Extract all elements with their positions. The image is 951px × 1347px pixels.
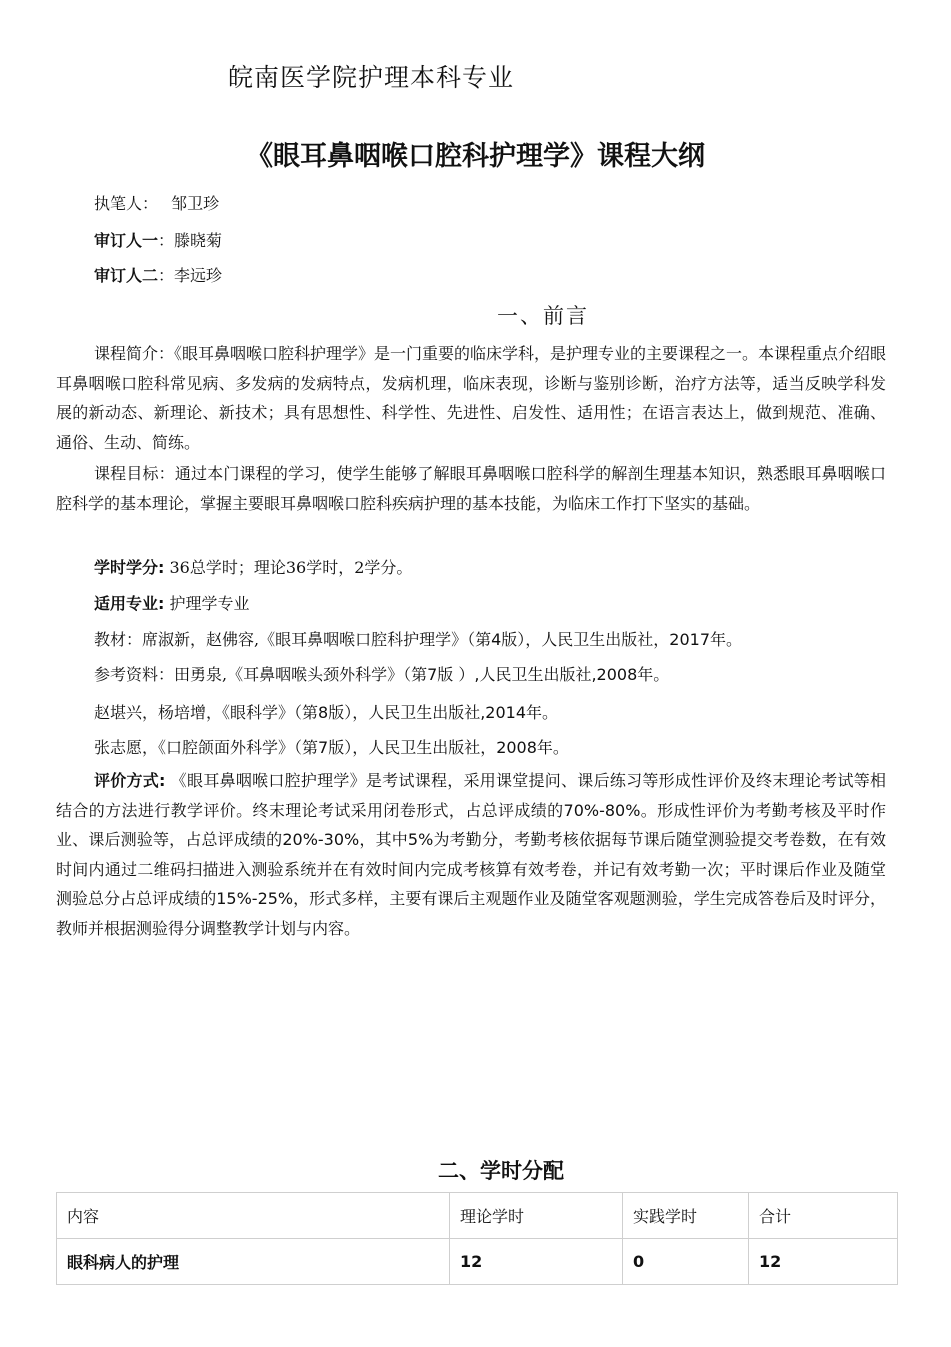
major-line xyxy=(94,591,250,614)
reviewer2-label: 审订人二 xyxy=(94,266,159,285)
reference1-title: 《耳鼻咽喉头颈外科学》（第7版 ）,人民卫生出版社,2008年。 xyxy=(227,665,670,684)
cell-theory-hours: 12 xyxy=(450,1239,623,1285)
cell-total: 12 xyxy=(749,1239,898,1285)
course-goal-paragraph: 课程目标：通过本门课程的学习，使学生能够了解眼耳鼻咽喉口腔科学的解剖生理基本知识，熟悉眼耳鼻咽喉口腔科学的基本理论，掌握主要眼耳鼻咽喉口腔科疾病护理的基本技能，为临床工作打下坚实的基础。 xyxy=(56,464,886,513)
reviewer1-name: ：滕晓菊 xyxy=(158,231,223,250)
header-total: 合计 xyxy=(749,1193,898,1239)
reference2-edition: 第8版），人民卫生出版社,2014年。 xyxy=(302,703,559,722)
reviewer2-name: ：李远珍 xyxy=(158,266,223,285)
evaluation-text-b: 总评成绩的70%-80%。形成性评价为考勤考核及平时作业、课后测验等，占总评成绩的20%-30%，其中5%为考勤分，考勤考核依据每节课后随堂测验提交考卷数，在有效时间内通过二维码扫描进入测验系统并在有效时间内完成考核算有效考卷，并记有效考勤一次；平时课后作业及随堂测验总分占总评成绩的15%-25%，形式多样，主要有课后主观题作业及随堂客观题测验，学生完成答卷后及时评分，教师并根据测验得分调整教学计划与内容。 xyxy=(56,800,886,938)
table-header-row xyxy=(57,1193,898,1239)
reference3-authors: 张志愿，《口腔颌面外科学》（ xyxy=(94,738,303,757)
document-title: 《眼耳鼻咽喉口腔科护理学》课程大纲 xyxy=(246,141,705,172)
reviewer1-label: 审订人一 xyxy=(94,231,159,250)
reference3-line xyxy=(94,735,569,758)
header-practice-hours: 实践学时 xyxy=(623,1193,749,1239)
header-theory-hours: 理论学时 xyxy=(450,1193,623,1239)
course-intro-paragraph: 课程简介：《眼耳鼻咽喉口腔科护理学》是一门重要的临床学科，是护理专业的主要课程之一。本课程重点介绍眼耳鼻咽喉口腔科常见病、多发病的发病特点，发病机理，临床表现，诊断与鉴别诊断，治疗方法等，适当反映学科发展的新动态、新理论、新技术；具有思想性、科学性、先进性、启发性、适用性；在语言表达上，做到规范、准确、通俗、生动、简练。 xyxy=(56,344,887,452)
reference1-authors: 参考资料：田勇泉, xyxy=(94,665,228,684)
cell-content: 眼科病人的护理 xyxy=(57,1239,450,1285)
reference2-line xyxy=(94,700,558,723)
school-heading: 皖南医学院护理本科专业 xyxy=(228,63,515,92)
section2-heading: 二、学时分配 xyxy=(438,1159,564,1183)
textbook-title: 《眼耳鼻咽喉口腔科护理学》（第4版），人民卫生出版社，2017年。 xyxy=(259,630,742,649)
hours-credits-line xyxy=(94,555,412,578)
section1-heading: 一、前言 xyxy=(497,304,589,328)
hours-label: 学时学分: xyxy=(94,558,165,577)
evaluation-text-a: 《眼耳鼻咽喉口腔护理学》是考试课程，采用课堂提问、课后练习等形成性评价及终末理论考试等相结合的方法进行教学评价。终末理论考试采用闭卷形式，占 xyxy=(56,771,886,820)
hours-value: 36总学时；理论36学时，2学分。 xyxy=(164,558,413,577)
evaluation-paragraph xyxy=(56,766,886,943)
reviewer2-line xyxy=(94,263,222,286)
reviewer1-line xyxy=(94,228,222,251)
header-content: 内容 xyxy=(57,1193,450,1239)
hours-allocation-table xyxy=(56,1192,898,1285)
writer-label: 执笔人： xyxy=(94,194,159,213)
major-value: 护理学专业 xyxy=(164,594,250,613)
reference1-line xyxy=(94,662,669,685)
reference2-authors: 赵堪兴，杨培增，《眼科学》（ xyxy=(94,703,303,722)
textbook-line xyxy=(94,627,742,650)
major-label: 适用专业: xyxy=(94,594,165,613)
table-row xyxy=(57,1239,898,1285)
evaluation-label: 评价方式: xyxy=(94,771,166,790)
writer-name: 邹卫珍 xyxy=(171,194,220,213)
textbook-authors: 教材：席淑新，赵佛容, xyxy=(94,630,260,649)
cell-practice-hours: 0 xyxy=(623,1239,749,1285)
writer-line xyxy=(94,191,219,214)
reference3-edition: 第7版），人民卫生出版社，2008年。 xyxy=(302,738,569,757)
